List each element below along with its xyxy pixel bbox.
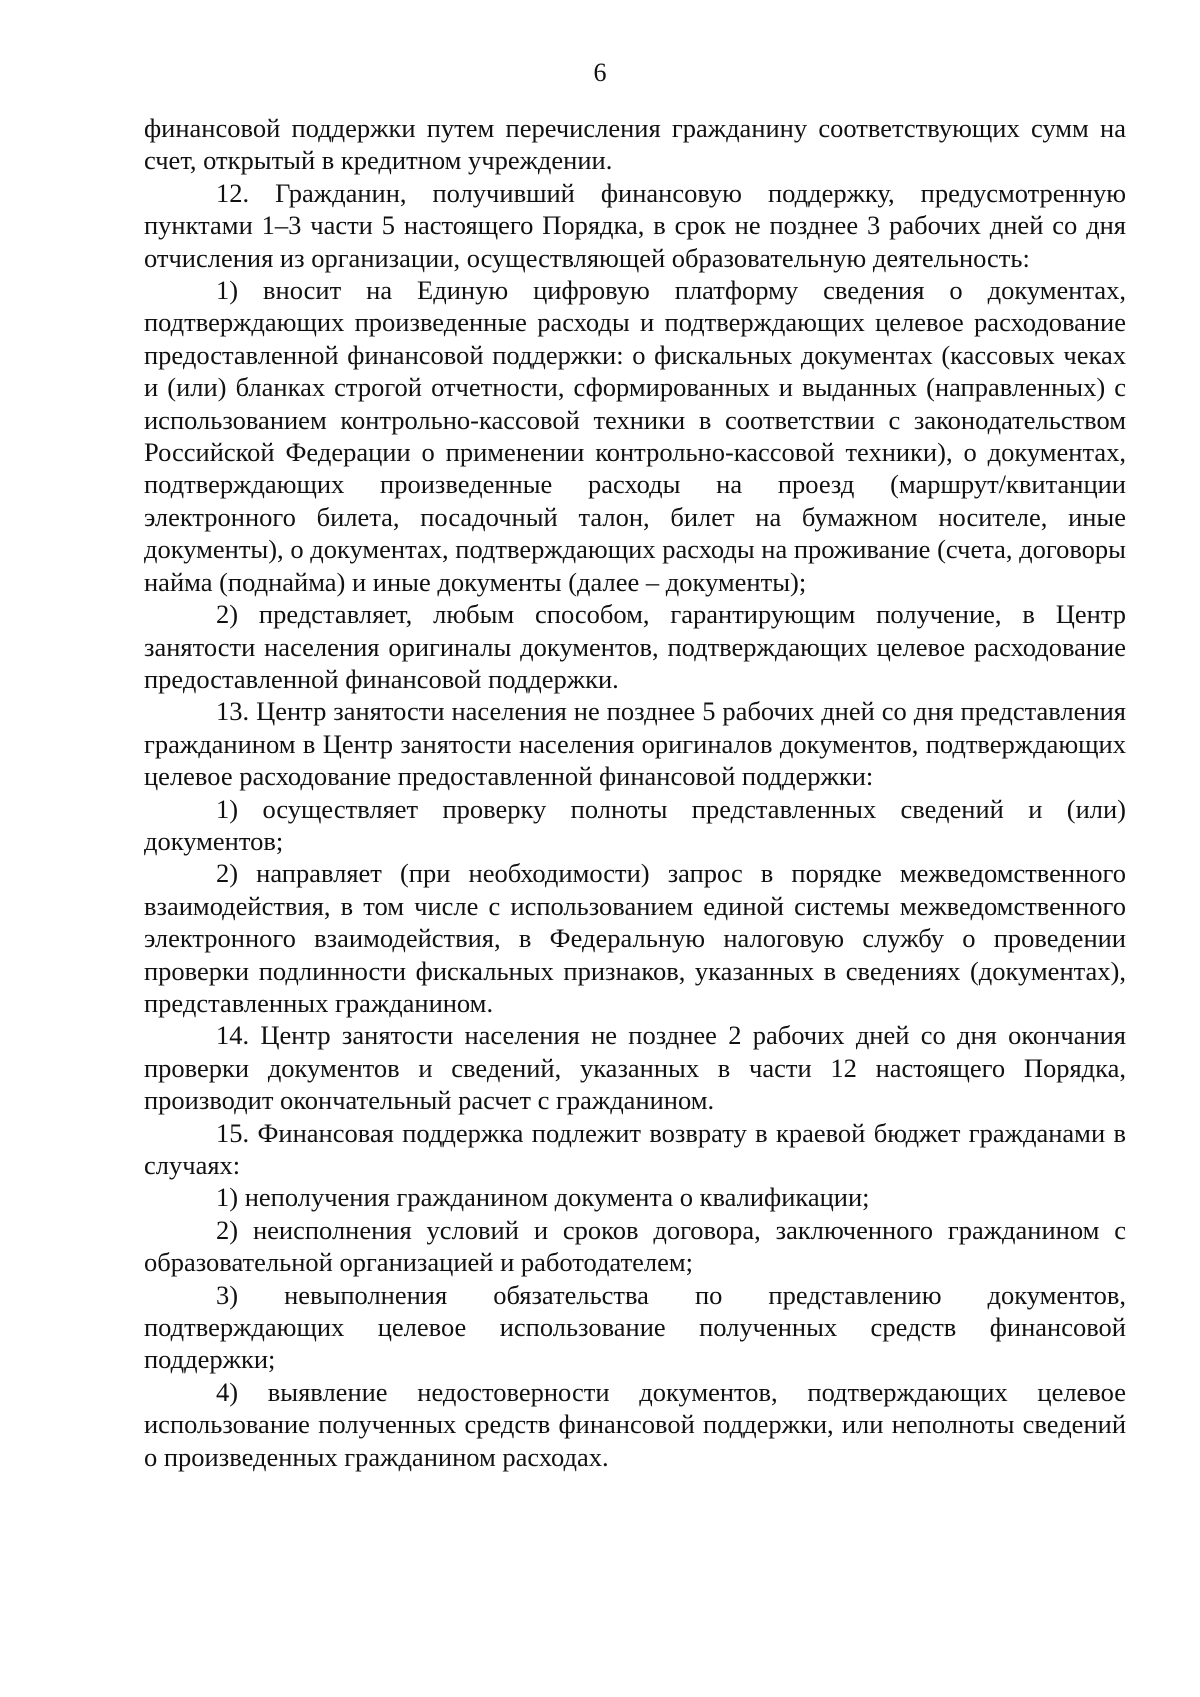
- paragraph-continuation: финансовой поддержки путем перечисления гражданину соответствующих сумм на счет, открытый в кредитном учреждении.: [144, 113, 1126, 176]
- paragraph-13: 13. Центр занятости населения не позднее 5 рабочих дней со дня представления гражданином в Центр занятости населения оригиналов документов, подтверждающих целевое расходование предоставленной финансовой поддержки:: [144, 696, 1126, 792]
- paragraph-12-item-2: 2) представляет, любым способом, гарантирующим получение, в Центр занятости населения оригиналы документов, подтверждающих целевое расходование предоставленной финансовой поддержки.: [144, 599, 1126, 694]
- paragraph-15: 15. Финансовая поддержка подлежит возврату в краевой бюджет гражданами в случаях:: [144, 1117, 1126, 1180]
- paragraph-12-item-1: 1) вносит на Единую цифровую платформу сведения о документах, подтверждающих произведенные расходы и подтверждающих целевое расходование предоставленной финансовой поддержки: о фискальных документах (кассовых чеках и (или) бланках строгой отчетности, сформированных и выданных (направленных) с использованием контрольно-кассовой техники в соответствии с законодательством Российской Федерации о применении контрольно-кассовой техники), о документах, подтверждающих произведенные расходы на проезд (маршрут/квитанции электронного билета, посадочный талон, билет на бумажном носителе, иные документы), о документах, подтверждающих расходы на проживание (счета, договоры найма (поднайма) и иные документы (далее – документы);: [144, 275, 1126, 597]
- paragraph-12: 12. Гражданин, получивший финансовую поддержку, предусмотренную пунктами 1–3 части 5 настоящего Порядка, в срок не позднее 3 рабочих дней со дня отчисления из организации, осуществляющей образовательную деятельность:: [144, 177, 1126, 273]
- paragraph-15-item-4: 4) выявление недостоверности документов, подтверждающих целевое использование полученных средств финансовой поддержки, или неполноты сведений о произведенных гражданином расходах.: [144, 1376, 1126, 1472]
- paragraph-15-item-1: 1) неполучения гражданином документа о квалификации;: [216, 1182, 870, 1213]
- page-number: 6: [593, 58, 607, 87]
- paragraph-13-item-2: 2) направляет (при необходимости) запрос в порядке межведомственного взаимодействия, в том числе с использованием единой системы межведомственного электронного взаимодействия, в Федеральную налоговую службу о проведении проверки подлинности фискальных признаков, указанных в сведениях (документах), представленных гражданином.: [144, 858, 1126, 1018]
- paragraph-15-item-3: 3) невыполнения обязательства по представлению документов, подтверждающих целевое использование полученных средств финансовой поддержки;: [144, 1279, 1126, 1375]
- paragraph-14: 14. Центр занятости населения не позднее 2 рабочих дней со дня окончания проверки документов и сведений, указанных в части 12 настоящего Порядка, производит окончательный расчет с гражданином.: [144, 1020, 1126, 1116]
- paragraph-15-item-2: 2) неисполнения условий и сроков договора, заключенного гражданином с образовательной организацией и работодателем;: [144, 1214, 1126, 1278]
- document-body: [144, 112, 1126, 1473]
- paragraph-13-item-1: 1) осуществляет проверку полноты представленных сведений и (или) документов;: [144, 793, 1126, 856]
